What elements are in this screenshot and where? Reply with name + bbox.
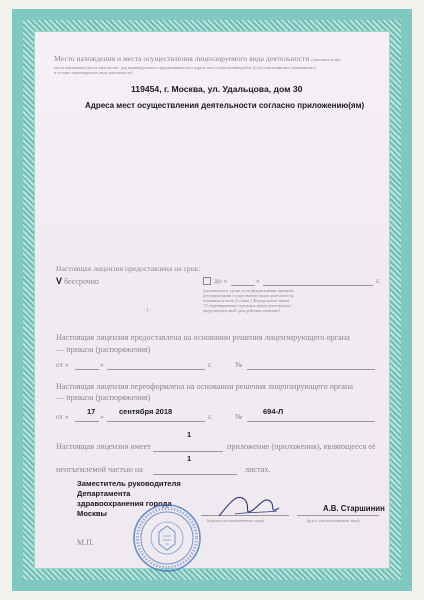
term-unlimited-text: бессрочно (64, 277, 99, 286)
signer-name: А.В. Старшинин (323, 504, 385, 513)
reissue-num: № (235, 412, 243, 421)
term-month-line (263, 285, 373, 286)
reissue-number: 694-Л (263, 407, 284, 416)
basis-from: от « (56, 360, 69, 369)
signature-caption: (подпись уполномоченного лица) (207, 518, 264, 523)
checkbox-icon (203, 277, 211, 285)
reissue-line2: — приказа (распоряжения) (56, 393, 151, 402)
header-line3: в составе лицензируемого вида деятельности) (54, 70, 133, 75)
term-day-line (231, 285, 255, 286)
header-line2: места нахождения (места жительства - для индивидуального предпринимателя) и адреса мест осуществления работ (услуг) выполняемых (оказываемых) (54, 65, 316, 70)
reissue-quote: » (100, 412, 104, 421)
attachments-line2a: неотъемлемой частью на (56, 465, 143, 474)
attachments-count-line (153, 451, 223, 452)
signer-position4: Москвы (77, 509, 108, 518)
term-label: Настоящая лицензия предоставлена на срок: (56, 264, 201, 273)
basis-quote: » (100, 360, 104, 369)
term-note1: (указывается в случае, если федеральными законами, (203, 288, 295, 293)
attachments-line1b: приложение (приложения), являющееся её (227, 442, 376, 451)
license-body (34, 31, 390, 569)
basis-num: № (235, 360, 243, 369)
signer-position3: здравоохранения города (77, 499, 172, 508)
official-seal-icon (131, 502, 203, 574)
attachments-line2b: листах. (245, 465, 271, 474)
header-text: Место нахождения и места осуществления лицензируемого вида деятельности (54, 54, 310, 63)
term-note3: указанных в части 4 статьи 1 Федерального закона (203, 298, 290, 303)
basis-year: г. (208, 360, 213, 369)
decorative-mark-icon: ·1· (143, 306, 152, 314)
term-until-label: до « (214, 276, 228, 285)
term-unlimited (56, 276, 99, 286)
basis-line1: Настоящая лицензия предоставлена на основании решения лицензирующего органа (56, 333, 350, 342)
reissue-number-line (247, 421, 375, 422)
signer-position1: Заместитель руководителя (77, 479, 181, 488)
reissue-month-line (107, 421, 205, 422)
attachments-count: 1 (187, 430, 192, 439)
name-line (297, 515, 379, 516)
term-quote: » (256, 276, 260, 285)
basis-month-line (107, 369, 205, 370)
check-mark: V (56, 276, 63, 286)
attachments-sheets-line (153, 474, 237, 475)
basis-line2: — приказа (распоряжения) (56, 345, 151, 354)
signer-position2: Департамента (77, 489, 131, 498)
attachments-sheets-count: 1 (187, 454, 192, 463)
reissue-month: сентября 2018 (119, 407, 173, 416)
appendix-note: Адреса мест осуществления деятельности согласно приложению(ям) (85, 101, 365, 110)
license-address: 119454, г. Москва, ул. Удальцова, дом 30 (131, 84, 303, 94)
basis-number-line (247, 369, 375, 370)
attachments-line1a: Настоящая лицензия имеет (56, 442, 151, 451)
handwritten-signature (215, 484, 285, 524)
license-sheet (12, 9, 412, 591)
header-note: (заполняется при (311, 57, 341, 62)
reissue-day-line (75, 421, 99, 422)
reissue-from: от « (56, 412, 69, 421)
name-caption: (ф.и.о. уполномоченного лица) (307, 518, 360, 523)
basis-day-line (75, 369, 99, 370)
term-year-suffix: г. (376, 276, 381, 285)
stamp-place-label: М.П. (77, 538, 94, 547)
term-note2: регулирующими осуществление видов деятельности, (203, 293, 295, 298)
term-until (203, 276, 227, 286)
reissue-year: г. (208, 412, 213, 421)
term-note5: предусмотрен иной срок действия лицензии) (203, 308, 280, 313)
reissue-line1: Настоящая лицензия переоформлена на основании решения лицензирующего органа (56, 382, 353, 391)
reissue-day: 17 (87, 407, 96, 416)
term-note4: "О лицензировании отдельных видов деятельности", (203, 303, 294, 308)
header-line1 (54, 54, 340, 64)
